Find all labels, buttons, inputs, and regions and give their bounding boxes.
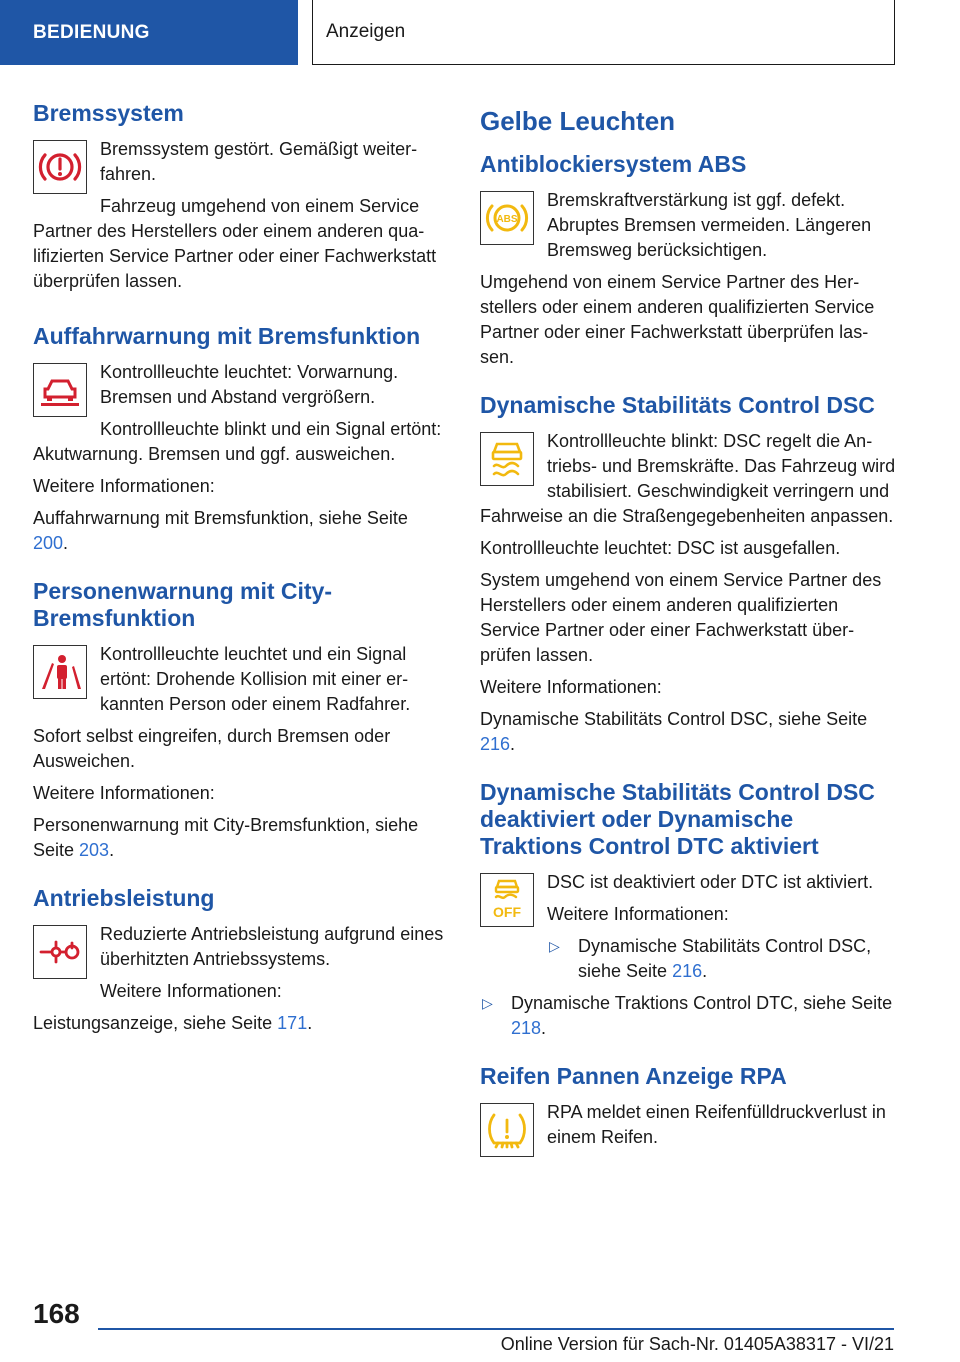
section-tab: [0, 0, 298, 65]
page-link[interactable]: 171: [277, 1013, 308, 1033]
text: Kontrollleuchte leuchtet: Vorwarnung. Bremsen und Abstand vergrößern.: [100, 362, 399, 407]
section-title: Antiblockiersystem ABS: [480, 151, 747, 177]
reference: Auffahrwarnung mit Bremsfunktion, siehe Seite 200.: [33, 508, 408, 553]
section-rpa: [480, 1063, 896, 1163]
footer-divider: [98, 1328, 894, 1330]
abs-icon: [480, 191, 534, 245]
text: Bremssystem gestört. Gemäßigt weiterfahren.: [100, 139, 418, 184]
text: Weitere Informationen:: [33, 783, 215, 803]
right-column: [480, 100, 896, 1185]
page-link[interactable]: 203: [79, 840, 110, 860]
text: Weitere Informationen:: [480, 677, 662, 697]
text: Bremskraftverstärkung ist ggf. defekt. Abruptes Bremsen vermeiden. Längeren Bremsweg berücksichtigen.: [547, 190, 872, 260]
section-title: Personenwarnung mit City-Bremsfunktion: [33, 578, 333, 631]
reference: Dynamische Stabilitäts Control DSC, siehe Seite 216.: [480, 709, 868, 754]
text: Kontrollleuchte blinkt: DSC regelt die Antriebs- und Bremskräfte. Das Fahrzeug wird stabilisiert. Geschwindigkeit verringern und Fahrweise an die Straßengegebenheiten anpassen.: [480, 431, 896, 526]
bullet-marker: ▷: [549, 938, 560, 954]
text: Kontrollleuchte leuchtet: DSC ist ausgefallen.: [480, 538, 841, 558]
footer-text: Online Version für Sach-Nr. 01405A38317 - VI/21: [500, 1334, 894, 1354]
bullet-marker: ▷: [482, 995, 493, 1011]
svg-text:OFF: OFF: [493, 904, 521, 920]
section-label: BEDIENUNG: [33, 21, 150, 43]
text: Fahrzeug umgehend von einem Service Partner des Herstellers oder einem anderen qualifizierten Service Partner oder einer Fachwerkstatt überprüfen lassen.: [33, 196, 437, 291]
left-column: [33, 100, 445, 1058]
section-auffahrwarnung: [33, 323, 445, 556]
main-heading: Gelbe Leuchten: [480, 106, 676, 136]
svg-text:ABS: ABS: [496, 214, 518, 225]
chapter-header: [312, 0, 895, 65]
text: Sofort selbst eingreifen, durch Bremsen oder Ausweichen.: [33, 726, 391, 771]
text: Weitere Informationen:: [100, 981, 282, 1001]
section-title: Reifen Pannen Anzeige RPA: [480, 1063, 787, 1089]
section-title: Auffahrwarnung mit Bremsfunktion: [33, 323, 421, 349]
dsc-off-icon: [480, 873, 534, 927]
section-dsc-off: [480, 779, 896, 1041]
drivetrain-icon: [33, 925, 87, 979]
chapter-title: Anzeigen: [326, 21, 406, 42]
text: Kontrollleuchte blinkt und ein Signal ertönt: Akutwarnung. Bremsen und ggf. ausweichen.: [33, 419, 442, 464]
page-link[interactable]: 218: [511, 1018, 542, 1038]
text: Weitere Informationen:: [33, 476, 215, 496]
text: Reduzierte Antriebsleistung aufgrund eines überhitzten Antriebssystems.: [100, 924, 444, 969]
page-number: 168: [33, 1298, 80, 1329]
section-title: Dynamische Stabilitäts Control DSC: [480, 392, 875, 418]
section-dsc: [480, 392, 896, 757]
text: Umgehend von einem Service Partner des Herstellers oder einem anderen qualifizierten Service Partner oder einer Fachwerkstatt überprüfen lassen.: [480, 272, 875, 367]
reference: Leistungsanzeige, siehe Seite 171.: [33, 1013, 313, 1033]
dsc-icon: [480, 432, 534, 486]
text: Weitere Informationen:: [547, 904, 729, 924]
collision-warning-icon: [33, 363, 87, 417]
section-title: Dynamische Stabilitäts Control DSC deaktiviert oder Dynamische Traktions Control DTC aktiviert: [480, 779, 875, 859]
page-link[interactable]: 216: [480, 734, 511, 754]
section-title: Bremssystem: [33, 100, 184, 126]
page-link[interactable]: 200: [33, 533, 64, 553]
page-link[interactable]: 216: [672, 961, 703, 981]
pedestrian-warning-icon: [33, 645, 87, 699]
section-bremssystem: [33, 100, 445, 301]
tire-pressure-icon: [480, 1103, 534, 1157]
section-title: Antriebsleistung: [33, 885, 215, 911]
section-antriebsleistung: [33, 885, 445, 1036]
list-item: ▷ Dynamische Stabilitäts Control DSC, siehe Seite 216.: [547, 934, 896, 984]
text: DSC ist deaktiviert oder DTC ist aktiviert.: [547, 872, 874, 892]
text: Kontrollleuchte leuchtet und ein Signal ertönt: Drohende Kollision mit einer erkannten Person oder einem Radfahrer.: [100, 644, 411, 714]
text: System umgehend von einem Service Partner des Herstellers oder einem anderen qualifizierten Service Partner oder einer Fachwerkstatt überprüfen lassen.: [480, 570, 882, 665]
text: RPA meldet einen Reifenfülldruckverlust in einem Reifen.: [547, 1102, 886, 1147]
list-item: ▷ Dynamische Traktions Control DTC, siehe Seite 218.: [480, 991, 896, 1041]
section-abs: [480, 151, 896, 370]
brake-warning-icon: [33, 140, 87, 194]
section-personenwarnung: [33, 578, 445, 863]
reference: Personenwarnung mit City-Bremsfunktion, siehe Seite 203.: [33, 815, 419, 860]
